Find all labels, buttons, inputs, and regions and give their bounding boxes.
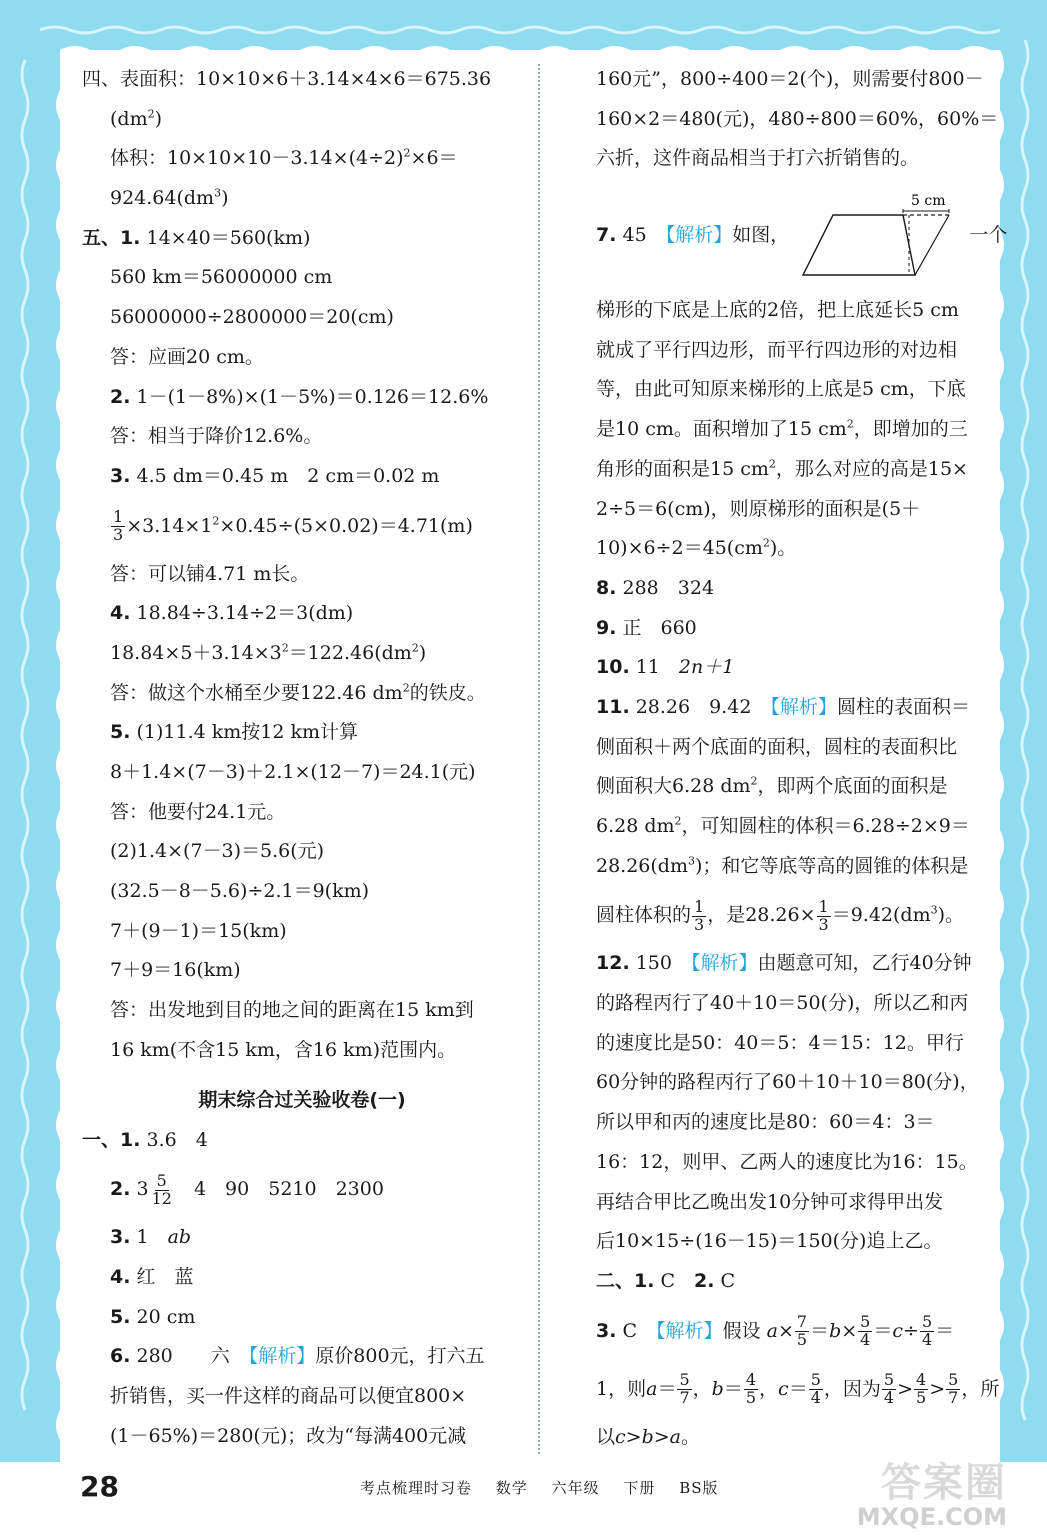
line: 3. C 【解析】假设 a× $\frac{7}{5}$ ＝b× $\frac{5}{4}$ ＝c÷ $\frac{5}{4}$ ＝ [596, 1312, 955, 1350]
line: $\frac{1}{3}$ $\times 3.14\times 1^2\times 0.45\div(5\times 0.02)=4.71(m)$ [113, 507, 473, 545]
line: 以c>b>a。 [596, 1425, 701, 1448]
line: 7＋9＝16(km) [110, 959, 241, 982]
fraction: $\frac{5}{4}$ [810, 1370, 821, 1408]
line: $924.64(dm^3)$ [110, 186, 229, 210]
column-divider [538, 64, 540, 1454]
right-column [596, 60, 1008, 1457]
section-title: 期末综合过关验收卷(一) [198, 1088, 406, 1111]
line: 12. 150 【解析】由题意可知，乙行40分钟 [596, 952, 972, 975]
line: 7. 45 【解析】如图， 5 cm 一个 [596, 179, 1001, 291]
fraction: $\frac{4}{5}$ [916, 1370, 927, 1408]
analysis-tag: 【解析】 [770, 695, 837, 718]
line: 9. 正 660 [596, 616, 697, 639]
line: 5. 20 cm [110, 1305, 196, 1328]
line: 7＋(9－1)＝15(km) [110, 919, 287, 942]
line: 二、1. C 2. C [596, 1269, 736, 1292]
fraction: $\frac{5}{7}$ [679, 1370, 690, 1408]
line: 5. (1)11.4 km按12 km计算 [110, 721, 359, 744]
line: 梯形的下底是上底的2倍，把上底延长5 cm [596, 299, 959, 322]
line: 10. 11 2n＋1 [596, 656, 735, 679]
line: $28.26(dm^3)$；和它等底等高的圆锥的体积是 [596, 854, 969, 877]
line: 侧面积＋两个底面的面积，圆柱的表面积比 [596, 735, 958, 758]
line: 所以甲和丙的速度比是80：60＝4：3＝ [596, 1111, 935, 1134]
line: 等，由此可知原来梯形的上底是5 cm，下底 [596, 378, 966, 401]
line: 2÷5＝6(cm)，则原梯形的面积是(5＋ [596, 497, 921, 520]
fraction: $\frac{5}{12}$ [151, 1170, 172, 1208]
fraction: $\frac{5}{4}$ [883, 1370, 895, 1408]
line: 答：出发地到目的地之间的距离在15 km到 [110, 999, 474, 1022]
line: 16 km(不含15 km，含16 km)范围内。 [110, 1038, 457, 1061]
line: 6.28 $dm^2$，可知圆柱的体积＝6.28÷2×9＝ [596, 814, 970, 837]
watermark-line1: 答案圈 [881, 1460, 1007, 1506]
line: 3. 1 ab [110, 1226, 192, 1249]
footer-subject: 数学 [495, 1479, 528, 1497]
line: 四、表面积：10×10×6＋3.14×4×6＝675.36 [82, 68, 492, 90]
line: $(dm^2)$ [110, 107, 163, 130]
fraction: $\frac{7}{5}$ [796, 1312, 808, 1350]
line: 4. 18.84÷3.14÷2＝3(dm) [110, 602, 354, 625]
line: 圆柱体积的 $\frac{1}{3}$ ，是28.26× $\frac{1}{3}$ $=9.42(dm^3)$。 [596, 897, 965, 934]
page-number: 28 [80, 1470, 119, 1503]
footer-volume: 下册 [623, 1479, 656, 1497]
fraction: $\frac{5}{4}$ [860, 1312, 871, 1350]
line: 160×2＝480(元)，480÷800＝60%，60%＝ [596, 107, 999, 130]
line: $10)\times 6\div 2=45(cm^2)$。 [596, 536, 797, 560]
line: 答：应画20 cm。 [110, 345, 264, 368]
line: 2. 3 $\frac{5}{12}$ 4 90 5210 2300 [110, 1170, 384, 1208]
line: 后10×15÷(16－15)＝150(分)追上乙。 [596, 1230, 943, 1253]
footer-book: 考点梳理时习卷 [360, 1479, 473, 1497]
line: 3. 4.5 dm＝0.45 m 2 cm＝0.02 m [110, 464, 440, 487]
watermark-logo [857, 1462, 1007, 1530]
line: 1，则a＝ $\frac{5}{7}$ ，b＝ $\frac{4}{5}$ ，c＝ $\frac{5}{4}$ ，因为 $\frac{5}{4}$ > $\frac{4}{5}$ > $\frac{5}{7}$ ，所 [596, 1370, 1000, 1408]
line: 是10 cm。面积增加了15 $cm^2$，即增加的三 [596, 417, 968, 441]
fraction: $\frac{5}{7}$ [948, 1370, 959, 1408]
line: 再结合甲比乙晚出发10分钟可求得甲出发 [596, 1190, 944, 1213]
fraction: $\frac{5}{4}$ [921, 1312, 933, 1350]
line: 一、1. 3.6 4 [82, 1128, 208, 1151]
analysis-tag: 【解析】 [248, 1345, 316, 1368]
line: 的路程丙行了40＋10＝50(分)，所以乙和丙 [596, 992, 969, 1015]
line: 6. 280 六 【解析】原价800元，打六五 [110, 1345, 485, 1368]
line: 56000000÷2800000＝20(cm) [110, 306, 394, 329]
line: 体积：$10\times 10\times 10-3.14\times(4\div 2)^2\times 6=$ [110, 147, 458, 170]
watermark-line2: MXQE.COM [856, 1503, 1007, 1531]
line: 答：做这个水桶至少要122.46 $dm^2$的铁皮。 [110, 681, 486, 704]
footer-info [360, 1477, 737, 1498]
fraction: $\frac{4}{5}$ [745, 1370, 757, 1408]
figure-label-5cm: 5 cm [911, 193, 946, 210]
line: 答：可以铺4.71 m长。 [110, 562, 310, 585]
line: 角形的面积是15 $cm^2$，那么对应的高是15× [596, 457, 968, 480]
line: 11. 28.26 9.42 【解析】圆柱的表面积＝ [596, 695, 970, 718]
line: 六折，这件商品相当于打六折销售的。 [596, 147, 920, 170]
line: 16：12，则甲、乙两人的速度比为16：15。 [596, 1150, 978, 1173]
line: 60分钟的路程丙行了60＋10＋10＝80(分)， [596, 1071, 979, 1094]
line: $18.84\times 5+3.14\times 3^2=122.46(dm^2)$ [110, 641, 427, 664]
line: 2. 1－(1－8%)×(1－5%)＝0.126＝12.6% [110, 385, 489, 408]
line: 折销售，买一件这样的商品可以便宜800× [110, 1384, 467, 1407]
line: 560 km＝56000000 cm [110, 266, 333, 289]
fraction: $\frac{1}{3}$ [694, 897, 705, 934]
line: (2)1.4×(7－3)＝5.6(元) [110, 840, 325, 863]
line: 就成了平行四边形，而平行四边形的对边相 [596, 338, 958, 361]
line: 答：他要付24.1元。 [110, 800, 286, 823]
line: (1－65%)＝280(元)；改为“每满400元减 [110, 1424, 467, 1447]
line: 的速度比是50：40＝5：4＝15：12。甲行 [596, 1031, 964, 1054]
line: 8＋1.4×(7－3)＋2.1×(12－7)＝24.1(元) [110, 761, 476, 783]
fraction: $\frac{1}{3}$ [818, 897, 829, 934]
analysis-tag: 【解析】 [665, 224, 733, 247]
analysis-tag: 【解析】 [656, 1319, 723, 1342]
line: 答：相当于降价12.6%。 [110, 425, 323, 448]
left-column [82, 60, 522, 1456]
trapezoid-figure [799, 191, 959, 281]
line: 4. 红 蓝 [110, 1265, 194, 1288]
fraction: $\frac{1}{3}$ [113, 507, 124, 545]
line: 160元”，800÷400＝2(个)，则需要付800－ [596, 68, 984, 90]
line: 8. 288 324 [596, 576, 715, 599]
line: 五、1. 14×40＝560(km) [82, 226, 311, 249]
footer-grade: 六年级 [551, 1479, 600, 1497]
analysis-tag: 【解析】 [690, 952, 758, 975]
footer-edition: BS版 [679, 1479, 719, 1497]
answer-page [60, 50, 1008, 1500]
line: 侧面积大6.28 $dm^2$，即两个底面的面积是 [596, 774, 948, 798]
line: (32.5－8－5.6)÷2.1＝9(km) [110, 880, 370, 903]
